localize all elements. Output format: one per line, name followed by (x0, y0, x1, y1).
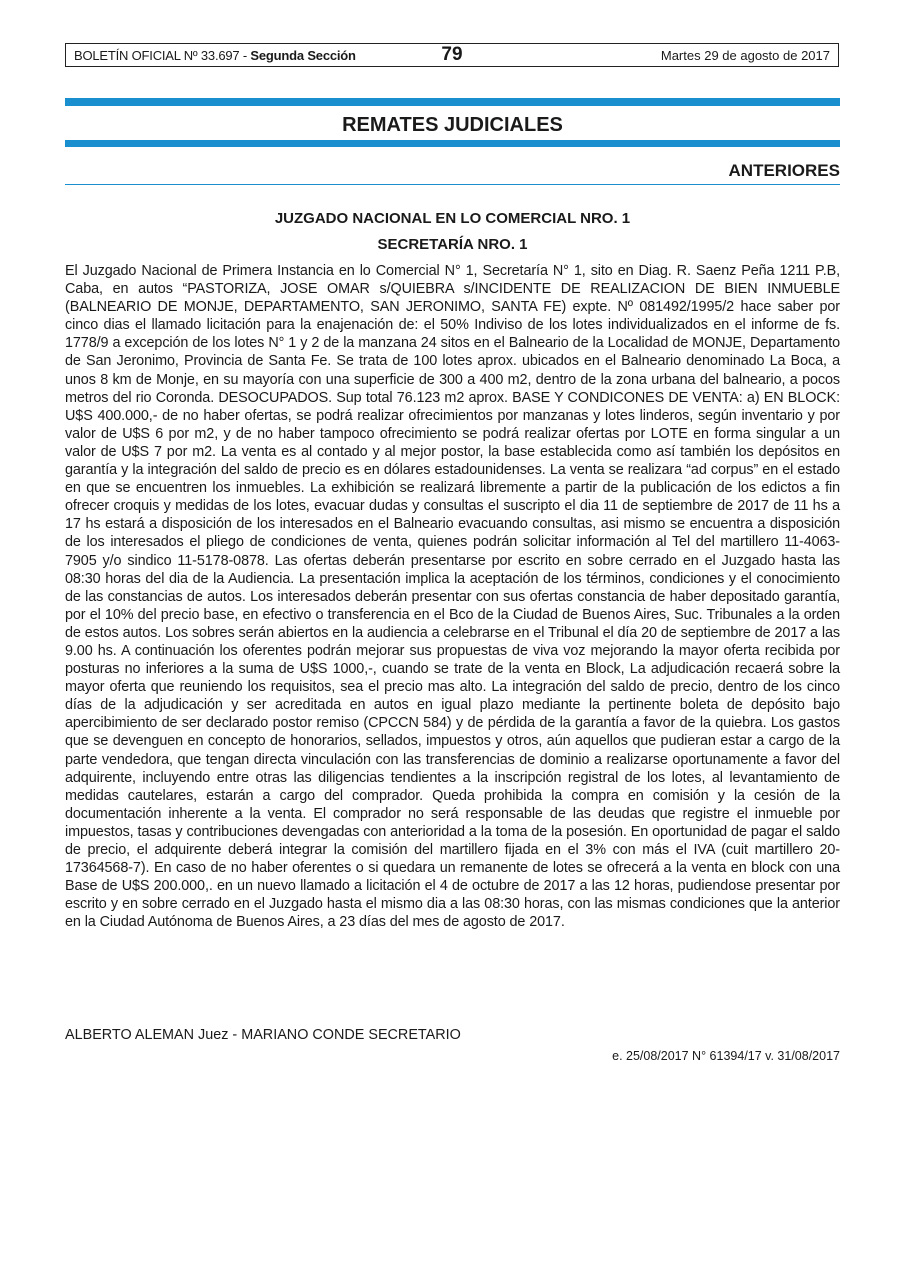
page-header (65, 43, 839, 67)
subsection-title: ANTERIORES (728, 161, 840, 180)
court-heading: JUZGADO NACIONAL EN LO COMERCIAL NRO. 1 (274, 210, 631, 227)
header-date: Martes 29 de agosto de 2017 (660, 48, 830, 63)
notice-signature: ALBERTO ALEMAN Juez - MARIANO CONDE SECRETARIO (65, 1027, 461, 1043)
subsection-rule (65, 184, 840, 185)
section-bar-top (65, 98, 840, 106)
edict-reference: e. 25/08/2017 N° 61394/17 v. 31/08/2017 (612, 1049, 840, 1063)
page-number: 79 (441, 44, 463, 65)
section-bar-bottom (65, 140, 840, 147)
section-name: Segunda Sección (250, 48, 356, 63)
secretariat-heading: SECRETARÍA NRO. 1 (377, 236, 528, 253)
publication-name: BOLETÍN OFICIAL Nº 33.697 (74, 48, 240, 63)
notice-body: El Juzgado Nacional de Primera Instancia en lo Comercial N° 1, Secretaría N° 1, sito en Diag. R. Saenz Peña 1211 P.B, Caba, en autos “PASTORIZA, JOSE OMAR s/QUIEBRA s/INCIDENTE DE REALIZACION DE BIEN INMUEBLE (BALNEARIO DE MONJE, DEPARTAMENTO, SAN JERONIMO, SANTA FE) expte. Nº 081492/1995/2 hace saber por cinco dias el llamado licitación para la enajenación de: el 50% Indiviso de los lotes individualizados en el informe de fs. 1778/9 a excepción de los lotes N° 1 y 2 de la manzana 24 sitos en el Balneario de la Localidad de MONJE, Departamento de San Jeronimo, Provincia de Santa Fe. Se trata de 100 lotes aprox. ubicados en el Balneario denominado La Boca, a unos 8 km de Monje, en su mayoría con una superficie de 300 a 400 m2, dentro de la zona urbana del balneario, a pocos metros del rio Coronda. DESOCUPADOS. Sup total 76.123 m2 aprox. BASE Y CONDICONES DE VENTA: a) EN BLOCK: U$S 400.000,- de no haber ofertas, se podrá realizar ofrecimientos por manzanas y lotes linderos, según inventario y por valor de U$S 6 por m2, y de no haber tampoco ofrecimiento se podrá realizar ofertas por LOTE en forma singular a un valor de U$S 7 por m2. La venta es al contado y al mejor postor, la base establecida como así también los depósitos en garantía y la integración del saldo de precio es en dólares estadounidenses. La venta se realizara “ad corpus” en el estado en que se encuentren los inmuebles. La exhibición se realizará libremente a partir de la publicación de los edictos a fin ofrecer croquis y medidas de los lotes, evacuar dudas y consultas el suscripto el dia 11 de septiembre de 2017 de 11 hs a 17 hs estará a disposición de los interesados en el Balneario evacuando consultas, asi mismo se encuentra a disposición de los interesados el pliego de condiciones de venta, quienes podrán solicitar información al Tel del martillero 11-4063-7905 y/o sindico 11-5178-0878. Las ofertas deberán presentarse por escrito en sobre cerrado en el Juzgado hasta las 08:30 horas del dia de la Audiencia. La presentación implica la aceptación de los términos, condiciones y el conocimiento de las constancias de autos. Los interesados deberán presentar con sus ofertas constancia de haber depositado garantía, por el 10% del precio base, en efectivo o transferencia en el Bco de la Ciudad de Buenos Aires, Suc. Tribunales a la orden de estos autos. Los sobres serán abiertos en la audiencia a celebrarse en el Tribunal el día 20 de septiembre de 2017 a las 9.00 hs. A continuación los oferentes podrán mejorar sus propuestas de viva voz mejorando la mayor oferta recibida por posturas no inferiores a la suma de U$S 1000,-, cuando se trate de la venta en Block, La adjudicación recaerá sobre la mayor oferta que reuniendo los requisitos, sea el precio mas alto. La integración del saldo de precio, dentro de los cinco días de la adjudicación y ser acreditada en autos en igual plazo mediante la pertinente boleta de depósito bajo apercibimiento de ser declarado postor remiso (CPCCN 584) y de pérdida de la garantía a favor de la quiebra. Los gastos que se devenguen en concepto de honorarios, sellados, impuestos y otros, aún aquellos que pudieran estar a cargo de la parte vendedora, que tengan directa vinculación con las transferencias de dominio a realizarse oportunamente a favor del adquirente, incluyendo entre otras las diligencias tendientes a la inscripción registral de los lotes, al levantamiento de medidas cautelares, estarán a cargo del comprador. Queda prohibida la compra en comisión y la cesión de la documentación inherente a la venta. El comprador no será responsable de las deudas que registre el inmueble por impuestos, tasas y contribuciones devengadas con anterioridad a la toma de la posesión. En oportunidad de pagar el saldo de precio, el adquirente deberá integrar la comisión del martillero fijada en el 3% con más el IVA (cuit martillero 20-17364568-7). En caso de no haber oferentes o si quedara un remanente de lotes se ofrecerá a la venta en block con una Base de U$S 200.000,. en un nuevo llamado a licitación el 4 de octubre de 2017 a las 12 horas, pudiendose presentar por escrito y en sobre cerrado en el Juzgado hasta el mismo dia a las 08:30 horas, con las mismas condiciones que la anterior en la Ciudad Autónoma de Buenos Aires, a 23 días del mes de agosto de 2017. (65, 263, 840, 931)
header-separator: - (239, 48, 251, 63)
section-title: REMATES JUDICIALES (342, 114, 563, 136)
